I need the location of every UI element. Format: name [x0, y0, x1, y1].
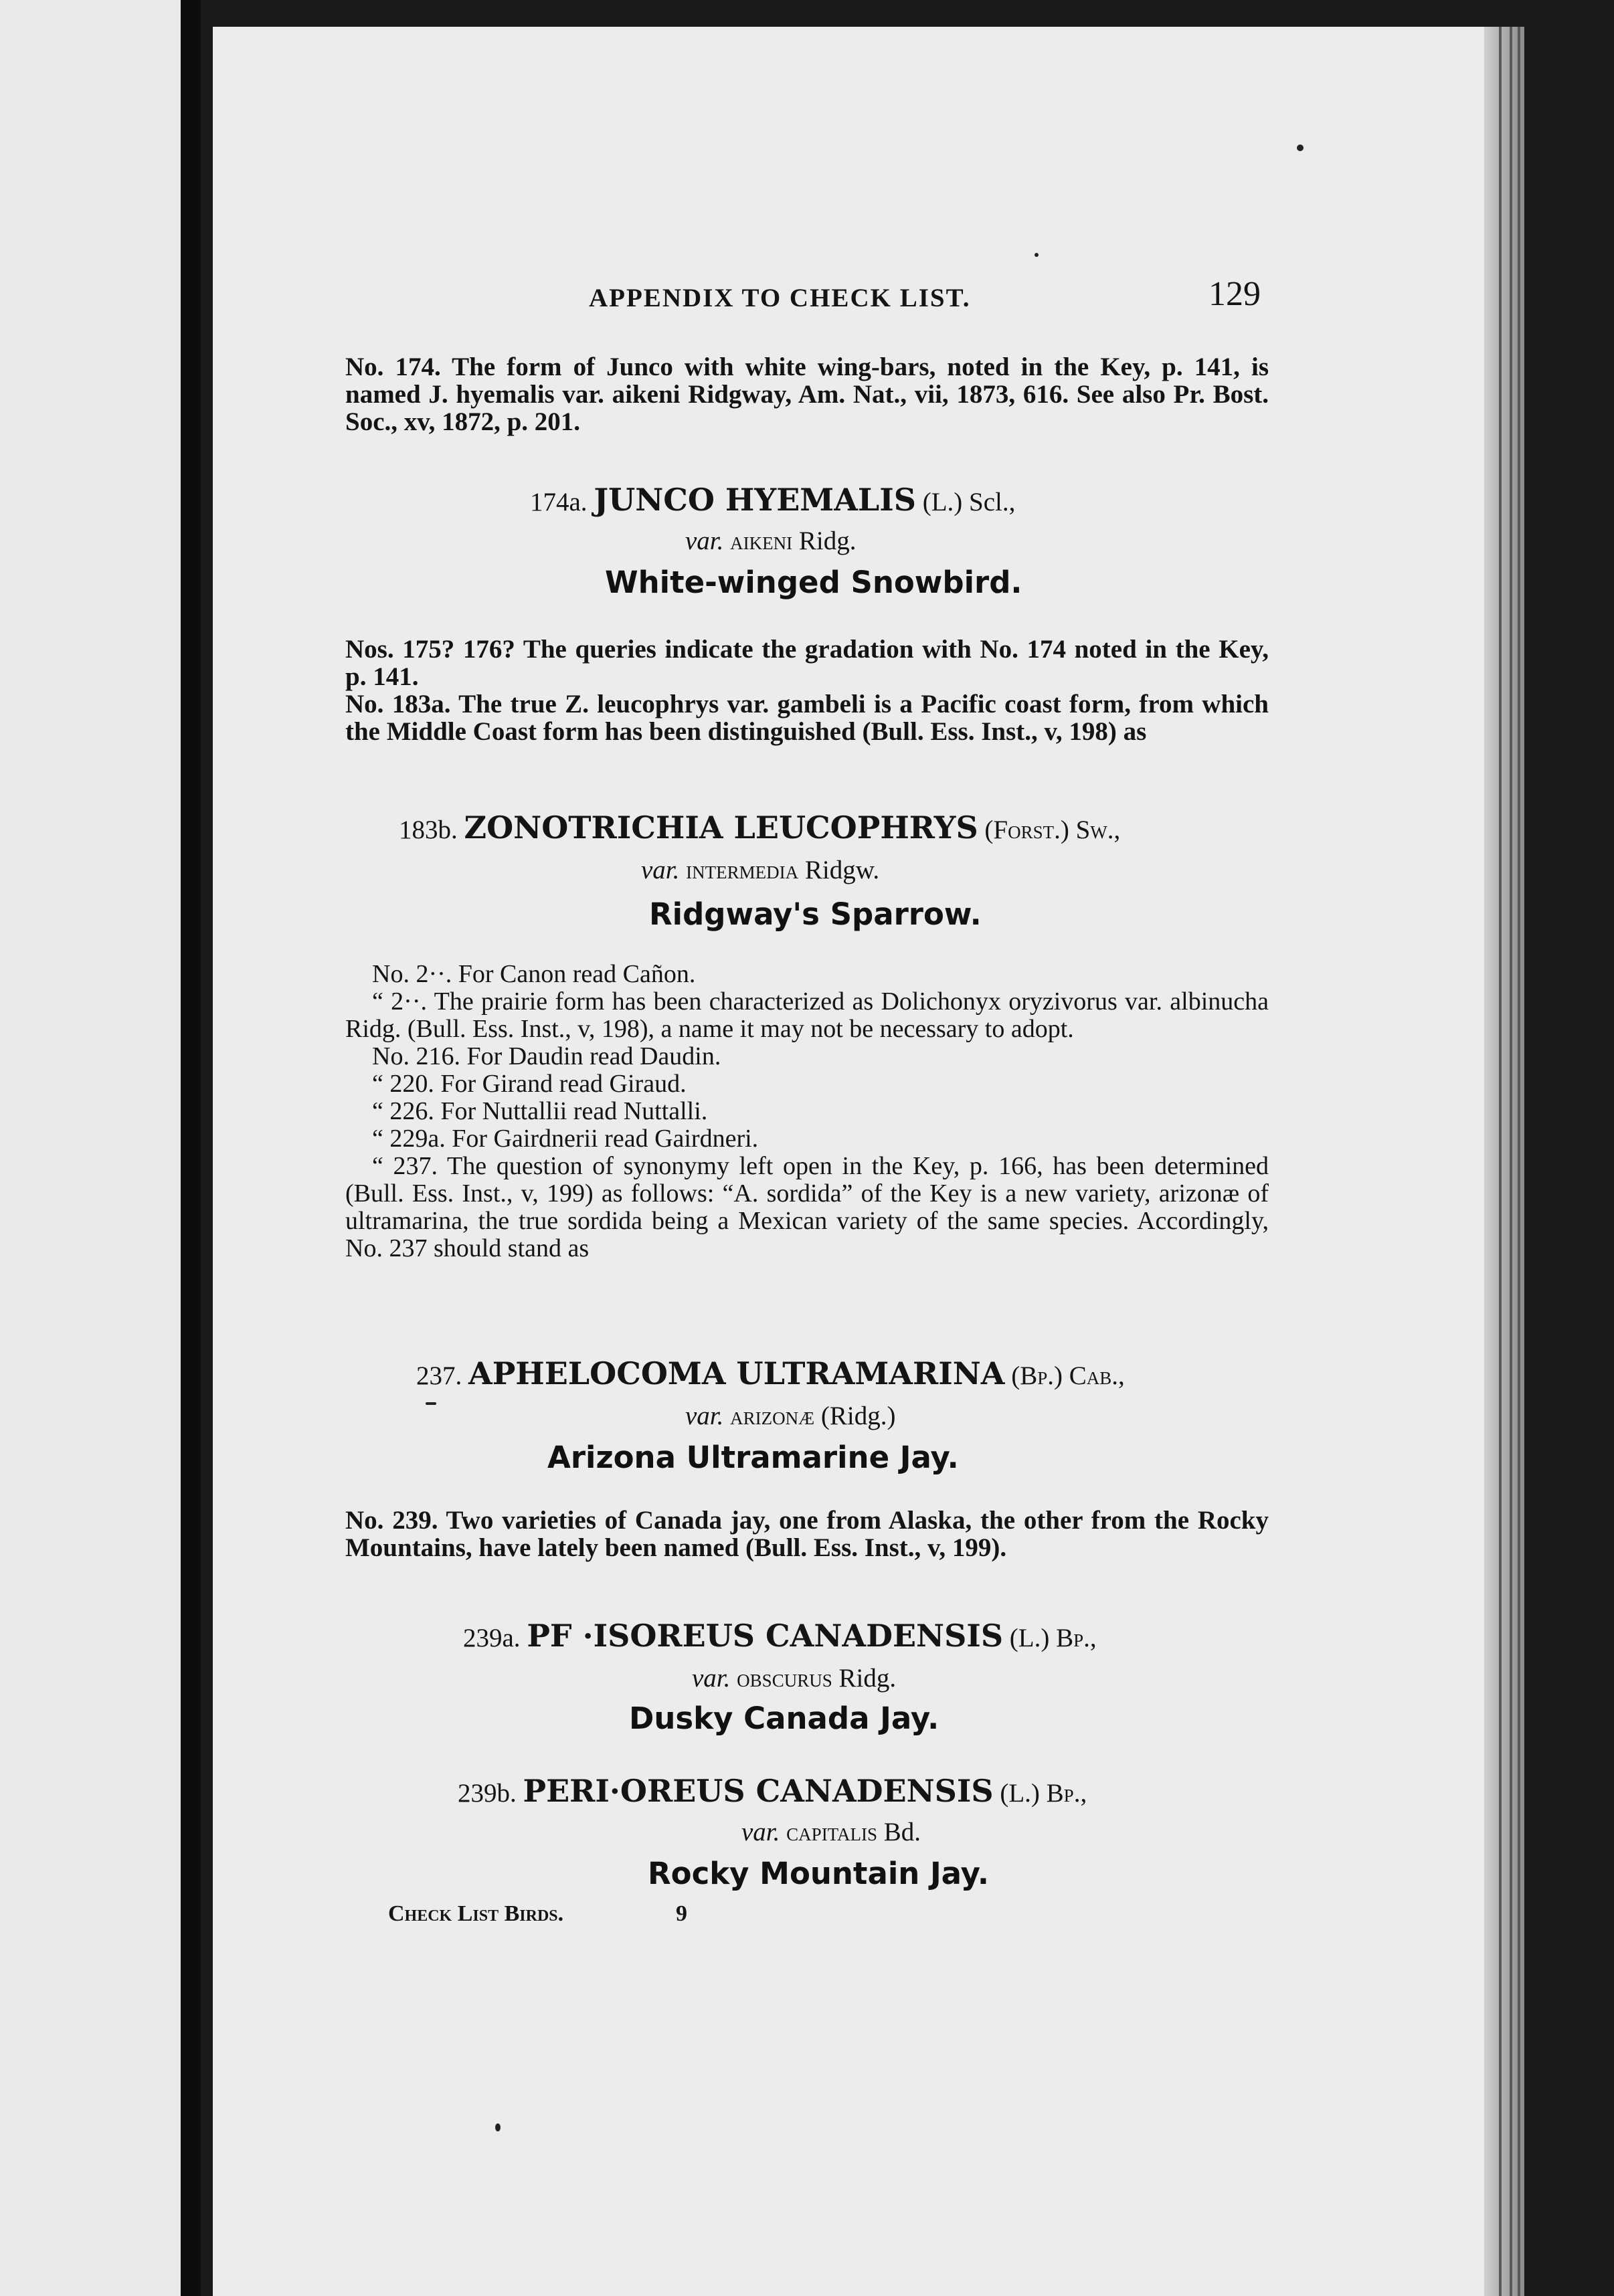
note-line: “ 229a. For Gairdnerii read Gairdneri.	[372, 1125, 759, 1153]
variety-name: arizonæ	[730, 1402, 815, 1430]
ink-speck	[426, 1402, 436, 1405]
note-175-176: Nos. 175? 176? The queries indicate the gradation with No. 174 noted in the Key, p. 141.	[345, 635, 1269, 691]
page-stack-line	[1499, 27, 1502, 2296]
scientific-name: ZONOTRICHIA LEUCOPHRYS	[464, 809, 978, 846]
notes-list	[345, 961, 1269, 1262]
entry-239a-heading	[463, 1618, 1097, 1654]
scientific-name: JUNCO HYEMALIS	[594, 482, 916, 518]
entry-number: 239a.	[463, 1624, 521, 1652]
note-239: No. 239. Two varieties of Canada jay, one from Alaska, the other from the Rocky Mountains, have lately been named (Bull. Ess. Inst., v, 199).	[345, 1506, 1269, 1562]
entry-239b-variety: var. capitalis Bd.	[741, 1818, 921, 1846]
variety-name: aikeni	[730, 527, 793, 555]
scientific-name: APHELOCOMA ULTRAMARINA	[468, 1355, 1005, 1392]
scientific-name: PERI·OREUS CANADENSIS	[523, 1773, 994, 1809]
note-line: “ 2··. The prairie form has been characterized as Dolichonyx oryzivorus var. albinucha Ridg. (Bull. Ess. Inst., v, 198), a name it may not be necessary to adopt.	[345, 987, 1269, 1043]
entry-number: 237.	[416, 1361, 462, 1390]
signature-mark: Check List Birds.	[388, 1901, 564, 1926]
note-line: “ 220. For Girand read Giraud.	[372, 1070, 687, 1098]
entry-239a-variety: var. obscurus Ridg.	[692, 1664, 897, 1693]
entry-number: 183b.	[399, 816, 458, 844]
variety-name: intermedia	[686, 856, 799, 884]
entry-174a-heading	[530, 482, 1015, 518]
authority: (Bp.) Cab.,	[1011, 1361, 1125, 1390]
ink-speck	[1297, 145, 1304, 151]
vernacular-name: Ridgway's Sparrow.	[649, 896, 982, 932]
vernacular-name: Rocky Mountain Jay.	[648, 1856, 989, 1891]
entry-237-variety: var. arizonæ (Ridg.)	[685, 1402, 896, 1430]
sheet-number: 9	[676, 1901, 687, 1926]
page-number: 129	[1208, 275, 1261, 313]
note-line: No. 2··. For Canon read Cañon.	[372, 960, 696, 988]
note-174: No. 174. The form of Junco with white wing-bars, noted in the Key, p. 141, is named J. hyemalis var. aikeni Ridgway, Am. Nat., vii, 1873, 616. See also Pr. Bost. Soc., xv, 1872, p. 201.	[345, 353, 1269, 436]
note-line: No. 216. For Daudin read Daudin.	[372, 1042, 721, 1070]
ink-speck	[1035, 253, 1039, 257]
note-line: “ 226. For Nuttallii read Nuttalli.	[372, 1097, 708, 1125]
ink-speck	[495, 2123, 501, 2131]
entry-183b-variety: var. intermedia Ridgw.	[641, 856, 880, 884]
entry-number: 174a.	[530, 488, 588, 516]
note-183a: No. 183a. The true Z. leucophrys var. gambeli is a Pacific coast form, from which the Middle Coast form has been distinguished (Bull. Ess. Inst., v, 198) as	[345, 690, 1269, 746]
authority: (Forst.) Sw.,	[984, 816, 1121, 844]
vernacular-name: White-winged Snowbird.	[605, 565, 1022, 600]
entry-237-heading	[416, 1355, 1125, 1392]
book-gutter	[181, 0, 201, 2296]
authority: (L.) Bp.,	[1000, 1779, 1087, 1808]
page-stack-line	[1518, 27, 1520, 2296]
entry-183b-heading	[399, 809, 1120, 846]
page-stack-line	[1510, 27, 1512, 2296]
note-line: “ 237. The question of synonymy left open in the Key, p. 166, has been determined (Bull. Ess. Inst., v, 199) as follows: “A. sordida” of the Key is a new variety, arizonæ of ultramarina, the true sordida being a Mexican variety of the same species. Accordingly, No. 237 should stand as	[345, 1152, 1269, 1262]
entry-239b-heading	[458, 1773, 1087, 1809]
scientific-name: PF ·ISOREUS CANADENSIS	[527, 1618, 1004, 1654]
running-header: APPENDIX TO CHECK LIST.	[589, 284, 971, 312]
entry-174a-variety: var. aikeni Ridg.	[685, 527, 857, 555]
variety-name: capitalis	[786, 1818, 878, 1846]
authority: (L.) Bp.,	[1009, 1624, 1097, 1652]
entry-number: 239b.	[458, 1779, 517, 1808]
vernacular-name: Arizona Ultramarine Jay.	[547, 1440, 959, 1475]
left-page-edge	[0, 0, 201, 2296]
variety-name: obscurus	[737, 1664, 832, 1693]
authority: (L.) Scl.,	[922, 488, 1016, 516]
vernacular-name: Dusky Canada Jay.	[629, 1701, 939, 1736]
